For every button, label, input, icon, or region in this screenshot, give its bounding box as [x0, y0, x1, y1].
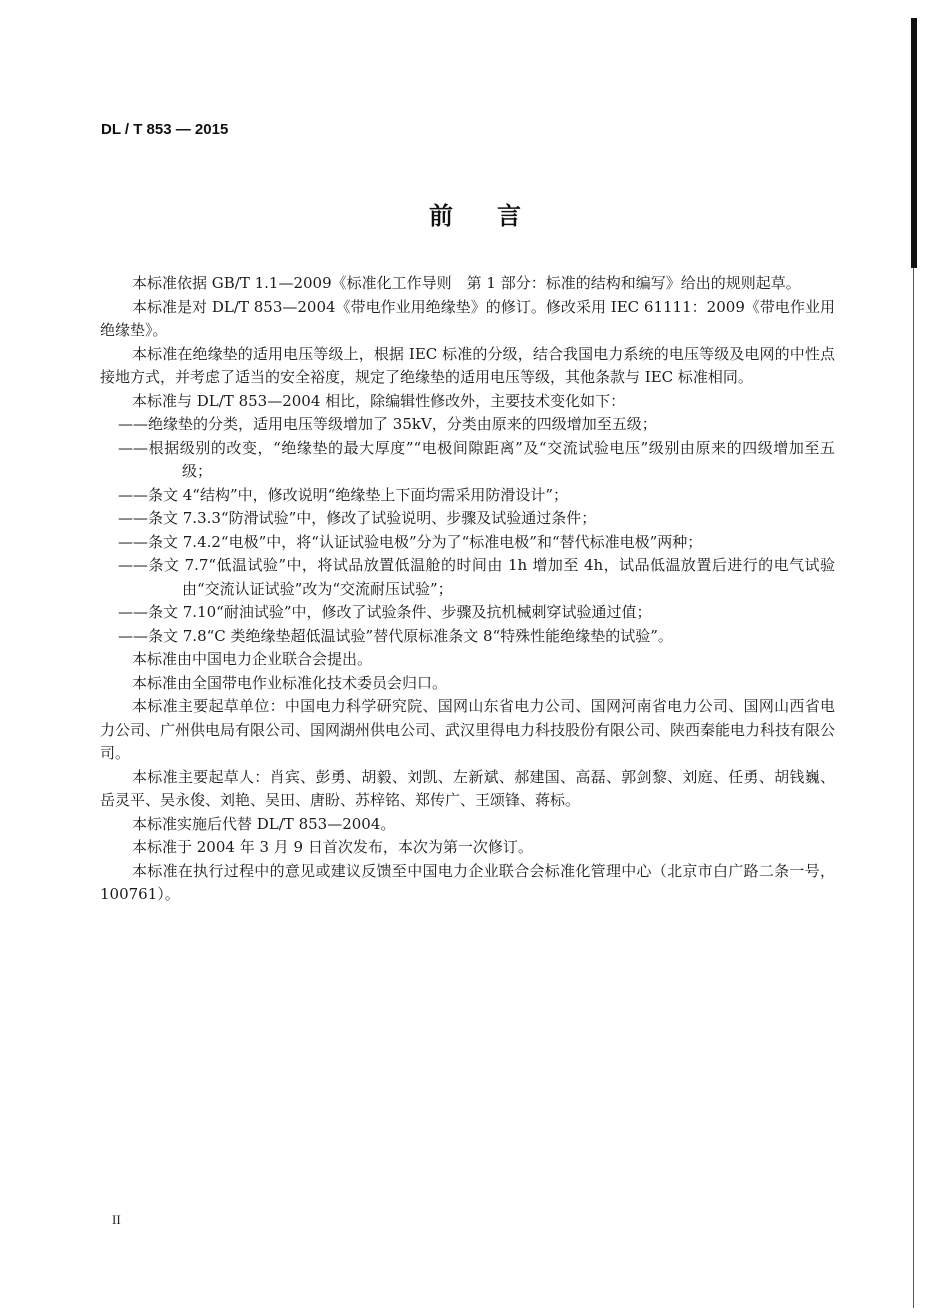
paragraph: 本标准依据 GB/T 1.1—2009《标准化工作导则 第 1 部分：标准的结构和编写》给出的规则起草。	[132, 274, 801, 292]
paragraph: 本标准由全国带电作业标准化技术委员会归口。	[132, 673, 448, 692]
change-list-item: ——条文 7.4.2“电极”中，将“认证试验电极”分为了“标准电极”和“替代标准电极”两种；	[118, 532, 703, 551]
page-title: 前言	[429, 202, 565, 230]
paragraph: 本标准主要起草单位：中国电力科学研究院、国网山东省电力公司、国网河南省电力公司、国网山西省电力公司、广州供电局有限公司、国网湖州供电公司、武汉里得电力科技股份有限公司、陕西秦能电力科技有限公司。	[100, 697, 836, 762]
document-id-header: DL / T 853 — 2015	[101, 121, 229, 138]
paragraph: 本标准由中国电力企业联合会提出。	[132, 650, 373, 668]
paragraph: 本标准实施后代替 DL/T 853—2004。	[132, 814, 396, 833]
change-list-item: ——根据级别的改变，“绝缘垫的最大厚度”“电极间隙距离”及“交流试验电压”级别由原来的四级增加至五级；	[118, 438, 835, 480]
paragraph: 本标准在绝缘垫的适用电压等级上，根据 IEC 标准的分级，结合我国电力系统的电压等级及电网的中性点接地方式，并考虑了适当的安全裕度，规定了绝缘垫的适用电压等级，其他条款与 IEC 标准相同。	[100, 344, 835, 386]
paragraph: 本标准在执行过程中的意见或建议反馈至中国电力企业联合会标准化管理中心（北京市白广路二条一号，100761）。	[100, 861, 835, 903]
paragraph: 本标准于 2004 年 3 月 9 日首次发布，本次为第一次修订。	[132, 838, 533, 856]
paragraph: 本标准主要起草人：肖宾、彭勇、胡毅、刘凯、左新斌、郝建国、高磊、郭剑黎、刘庭、任勇、胡钱巍、岳灵平、吴永俊、刘艳、吴田、唐盼、苏梓铭、郑传广、王颂锋、蒋标。	[100, 767, 835, 809]
change-list-item: ——条文 7.7“低温试验”中，将试品放置低温舱的时间由 1h 增加至 4h，试品低温放置后进行的电气试验由“交流认证试验”改为“交流耐压试验”；	[118, 556, 835, 598]
change-list-item: ——条文 7.8“C 类绝缘垫超低温试验”替代原标准条文 8“特殊性能绝缘垫的试验”。	[118, 626, 673, 645]
paragraph: 本标准与 DL/T 853—2004 相比，除编辑性修改外，主要技术变化如下：	[132, 391, 626, 410]
change-list-item: ——条文 7.10“耐油试验”中，修改了试验条件、步骤及抗机械刺穿试验通过值；	[118, 603, 652, 621]
page-number: II	[112, 1212, 121, 1227]
change-list-item: ——条文 4“结构”中，修改说明“绝缘垫上下面均需采用防滑设计”；	[118, 485, 568, 504]
change-list-item: ——绝缘垫的分类，适用电压等级增加了 35kV，分类由原来的四级增加至五级；	[118, 415, 657, 433]
paragraph: 本标准是对 DL/T 853—2004《带电作业用绝缘垫》的修订。修改采用 IEC 61111：2009《带电作业用绝缘垫》。	[100, 297, 835, 339]
foreword-body	[100, 272, 835, 907]
page-edge-line	[913, 268, 914, 1308]
change-list-item: ——条文 7.3.3“防滑试验”中，修改了试验说明、步骤及试验通过条件；	[118, 509, 597, 527]
